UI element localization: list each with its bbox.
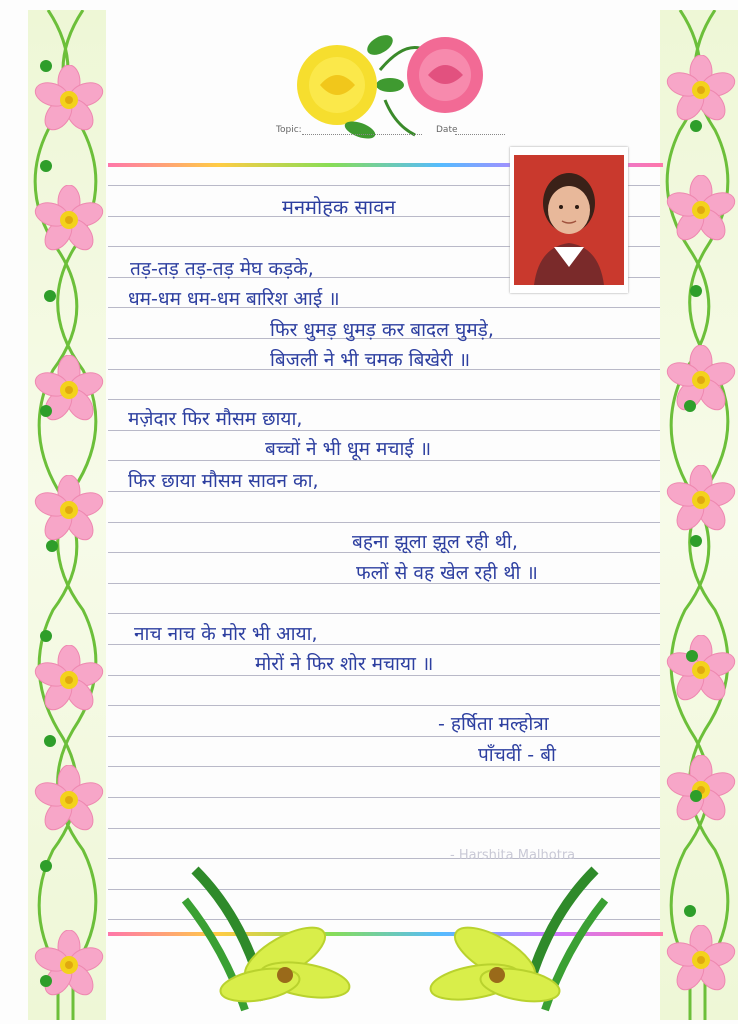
pink-flower-icon [34, 475, 104, 545]
pink-flower-icon [666, 55, 736, 125]
photo-portrait [514, 155, 624, 285]
date-label: Date [436, 125, 458, 135]
poem-title: मनमोहक सावन [282, 195, 396, 219]
ruled-line [108, 797, 660, 798]
signature-name: - हर्षिता मल्होत्रा [438, 713, 549, 735]
ruled-line [108, 399, 660, 400]
ruled-line [108, 736, 660, 737]
ruled-line [108, 828, 660, 829]
poem-line: धम-धम धम-धम बारिश आई ॥ [128, 288, 340, 310]
pink-flower-icon [34, 930, 104, 1000]
topic-dotted-line [302, 134, 422, 135]
green-dot-icon [40, 975, 52, 987]
poem-line: तड़-तड़ तड़-तड़ मेघ कड़के, [130, 258, 314, 280]
poem-line: मज़ेदार फिर मौसम छाया, [128, 408, 303, 430]
green-dot-icon [40, 160, 52, 172]
poem-line: बच्चों ने भी धूम मचाई ॥ [265, 438, 432, 460]
faint-pencil-note: - Harshita Malhotra [450, 848, 576, 863]
pink-flower-icon [666, 175, 736, 245]
ruled-line [108, 705, 660, 706]
green-dot-icon [40, 630, 52, 642]
poem-line: फलों से वह खेल रही थी ॥ [356, 562, 538, 584]
ruled-line [108, 858, 660, 859]
student-photo [510, 147, 628, 293]
green-dot-icon [686, 650, 698, 662]
green-dot-icon [690, 535, 702, 547]
pink-flower-icon [666, 465, 736, 535]
child-portrait-icon [514, 155, 624, 285]
poem-line: बहना झूला झूल रही थी, [352, 531, 518, 553]
pink-flower-icon [666, 635, 736, 705]
green-dot-icon [690, 790, 702, 802]
poem-line: मोरों ने फिर शोर मचाया ॥ [255, 653, 434, 675]
green-dot-icon [40, 860, 52, 872]
poem-line: बिजली ने भी चमक बिखेरी ॥ [270, 349, 471, 371]
pink-flower-icon [666, 925, 736, 995]
ruled-line [108, 766, 660, 767]
pink-flower-icon [34, 765, 104, 835]
pink-flower-icon [666, 345, 736, 415]
green-dot-icon [40, 60, 52, 72]
green-dot-icon [684, 400, 696, 412]
roses-icon [285, 30, 500, 145]
ruled-line [108, 522, 660, 523]
signature-class: पाँचवीं - बी [478, 744, 556, 766]
green-dot-icon [690, 285, 702, 297]
topic-label: Topic: [276, 125, 302, 135]
lilies-icon [175, 860, 615, 1020]
poem-line: नाच नाच के मोर भी आया, [134, 623, 318, 645]
poem-line: फिर धुमड़ धुमड़ कर बादल घुमड़े, [270, 319, 494, 341]
pink-flower-icon [666, 755, 736, 825]
green-dot-icon [690, 120, 702, 132]
green-dot-icon [44, 290, 56, 302]
pink-flower-icon [34, 185, 104, 255]
green-dot-icon [40, 405, 52, 417]
green-dot-icon [684, 905, 696, 917]
date-dotted-line [455, 134, 505, 135]
green-dot-icon [46, 540, 58, 552]
poem-line: फिर छाया मौसम सावन का, [128, 470, 319, 492]
pink-flower-icon [34, 645, 104, 715]
green-dot-icon [44, 735, 56, 747]
pink-flower-icon [34, 65, 104, 135]
ruled-line [108, 613, 660, 614]
